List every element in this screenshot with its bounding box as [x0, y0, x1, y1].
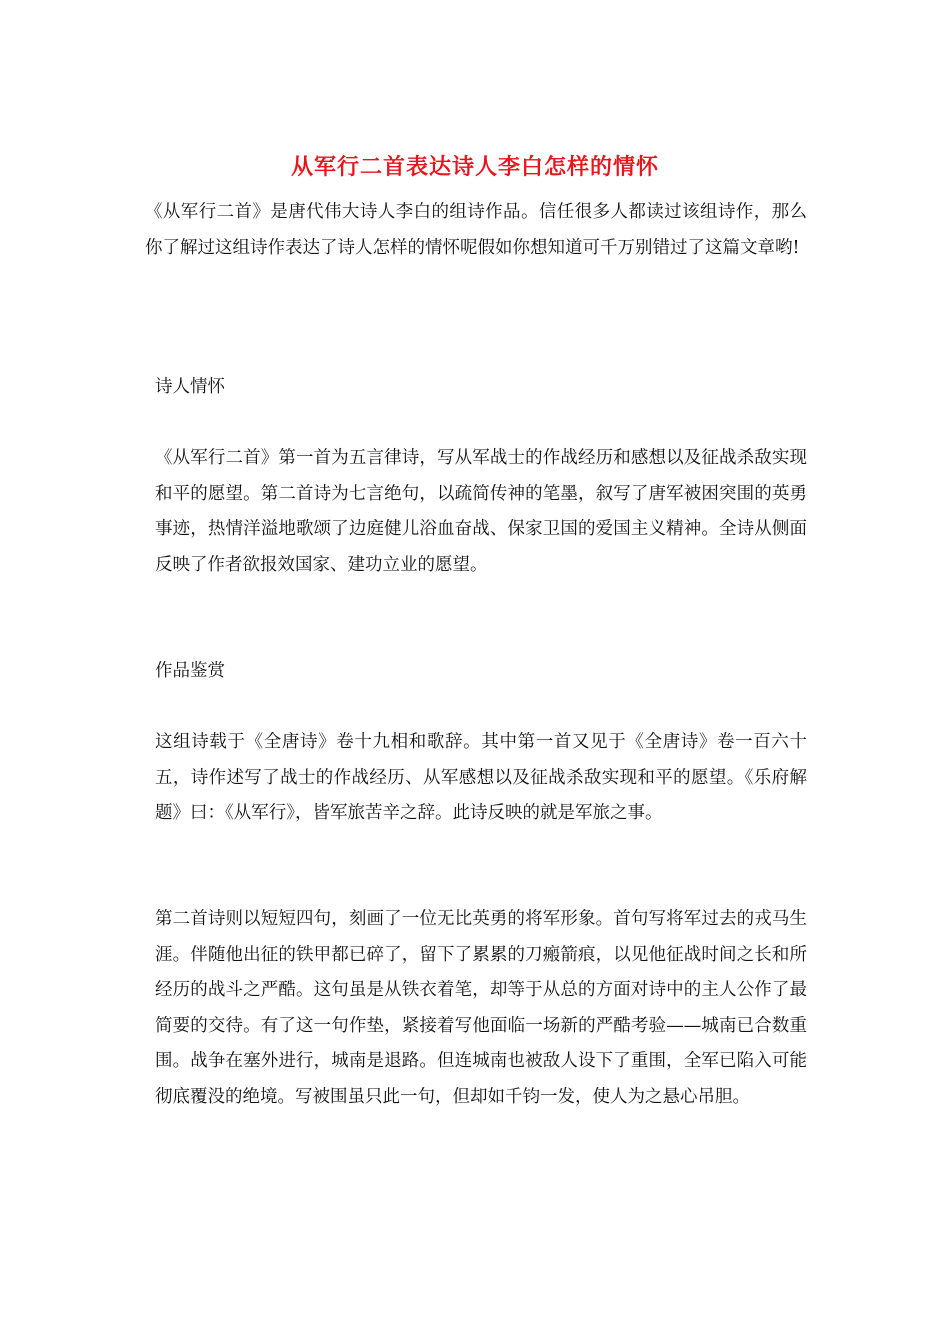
section-heading-poet-sentiment: 诗人情怀 [155, 377, 225, 397]
section-paragraph-poet-sentiment: 《从军行二首》第一首为五言律诗，写从军战士的作战经历和感想以及征战杀敌实现和平的愿望。第二首诗为七言绝句，以疏简传神的笔墨，叙写了唐军被困突围的英勇事迹，热情洋溢地歌颂了边庭健儿浴血奋战、保家卫国的爱国主义精神。全诗从侧面反映了作者欲报效国家、建功立业的愿望。 [155, 448, 807, 575]
page-title: 从军行二首表达诗人李白怎样的情怀 [290, 154, 659, 180]
appreciation-paragraph-2: 第二首诗则以短短四句，刻画了一位无比英勇的将军形象。首句写将军过去的戎马生涯。伴随他出征的铁甲都已碎了，留下了累累的刀瘢箭痕，以见他征战时间之长和所经历的战斗之严酷。这句虽是从铁衣着笔，却等于从总的方面对诗中的主人公作了最简要的交待。有了这一句作垫，紧接着写他面临一场新的严酷考验——城南已合数重围。战争在塞外进行，城南是退路。但连城南也被敌人设下了重围，全军已陷入可能彻底覆没的绝境。写被围虽只此一句，但却如千钧一发，使人为之悬心吊胆。 [155, 909, 807, 1107]
appreciation-paragraph-1: 这组诗载于《全唐诗》卷十九相和歌辞。其中第一首又见于《全唐诗》卷一百六十五，诗作述写了战士的作战经历、从军感想以及征战杀敌实现和平的愿望。《乐府解题》曰：《从军行》，皆军旅苦辛之辞。此诗反映的就是军旅之事。 [155, 732, 807, 823]
intro-paragraph: 《从军行二首》是唐代伟大诗人李白的组诗作品。信任很多人都读过该组诗作，那么你了解过这组诗作表达了诗人怎样的情怀呢假如你想知道可千万别错过了这篇文章哟! [145, 202, 807, 258]
section-heading-appreciation: 作品鉴赏 [155, 661, 225, 681]
